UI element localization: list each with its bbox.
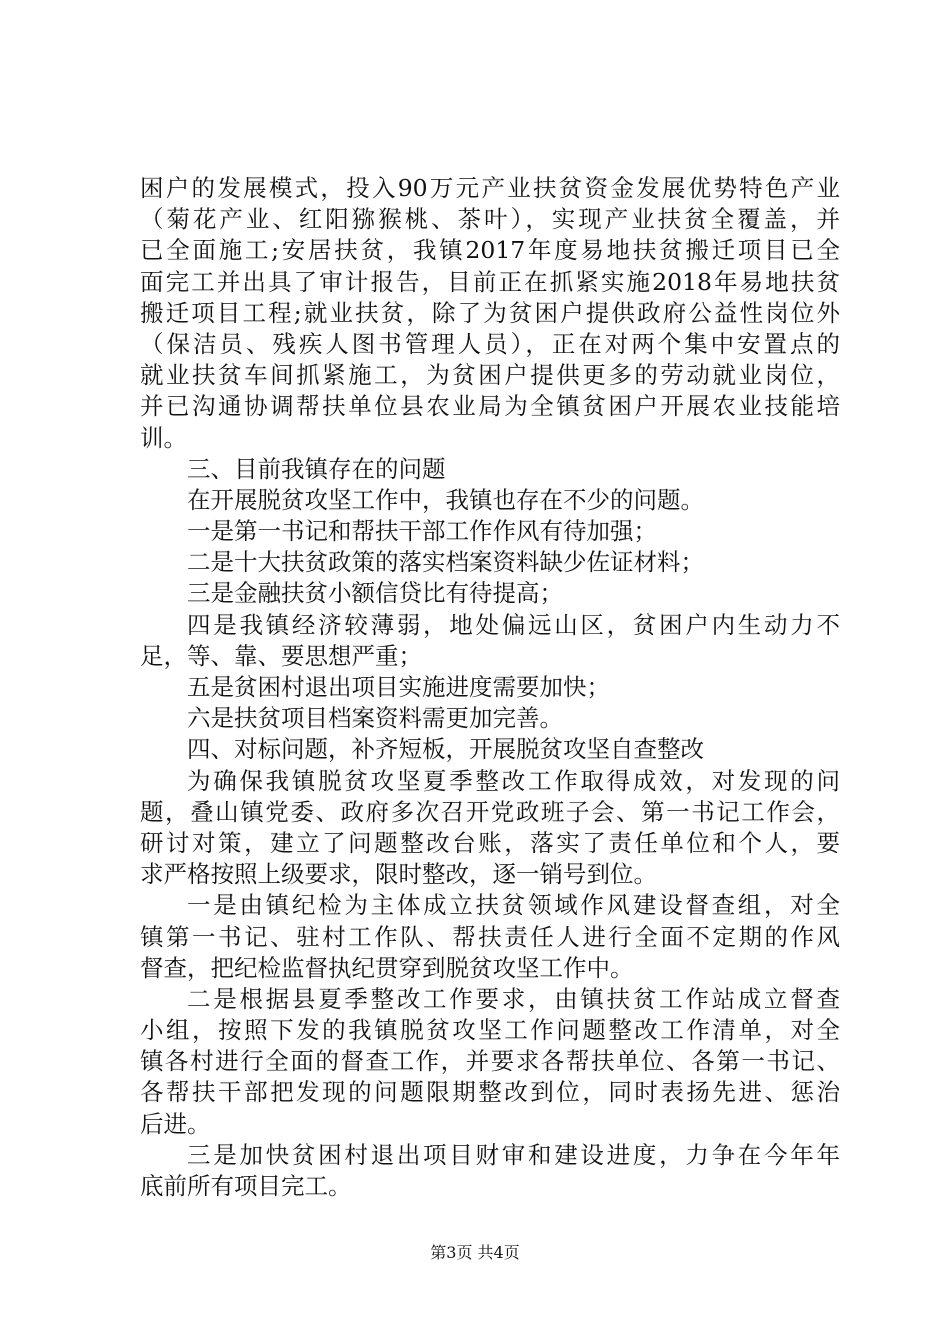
- text-line: 三是加快贫困村退出项目财审和建设进度，力争在今年年: [187, 1140, 840, 1169]
- text-line: 小组，按照下发的我镇脱贫攻坚工作问题整改工作清单，对全: [140, 1016, 840, 1045]
- text-line: 四是我镇经济较薄弱，地处偏远山区，贫困户内生动力不: [187, 610, 840, 639]
- text-line: （保洁员、残疾人图书管理人员），正在对两个集中安置点的: [140, 329, 840, 358]
- text-line: 求严格按照上级要求，限时整改，逐一销号到位。: [140, 860, 657, 889]
- text-line: 训。: [140, 423, 187, 452]
- text-line: 搬迁项目工程;就业扶贫，除了为贫困户提供政府公益性岗位外: [140, 298, 840, 327]
- text-line: 已全面施工;安居扶贫，我镇2017年度易地扶贫搬迁项目已全: [140, 236, 840, 265]
- text-line: 镇第一书记、驻村工作队、帮扶责任人进行全面不定期的作风: [140, 922, 840, 951]
- text-line: 面完工并出具了审计报告，目前正在抓紧实施2018年易地扶贫: [140, 267, 840, 296]
- document-body: [140, 173, 840, 1202]
- text-line: 各帮扶干部把发现的问题限期整改到位，同时表扬先进、惩治: [140, 1078, 840, 1107]
- text-line: 督查，把纪检监督执纪贯穿到脱贫攻坚工作中。: [140, 953, 634, 982]
- text-line: 五是贫困村退出项目实施进度需要加快；: [187, 673, 610, 701]
- text-line: 二是根据县夏季整改工作要求，由镇扶贫工作站成立督查: [187, 984, 840, 1013]
- text-line: 足，等、靠、要思想严重；: [140, 641, 422, 670]
- text-line: 困户的发展模式，投入90万元产业扶贫资金发展优势特色产业: [140, 174, 840, 202]
- text-line: 四、对标问题，补齐短板，开展脱贫攻坚自查整改: [187, 735, 704, 764]
- text-line: 后进。: [140, 1109, 211, 1138]
- text-line: 一是第一书记和帮扶干部工作作风有待加强；: [187, 517, 657, 546]
- text-line: （菊花产业、红阳猕猴桃、茶叶），实现产业扶贫全覆盖，并: [140, 205, 840, 234]
- text-line: 就业扶贫车间抓紧施工，为贫困户提供更多的劳动就业岗位，: [140, 361, 840, 390]
- text-line: 为确保我镇脱贫攻坚夏季整改工作取得成效，对发现的问: [187, 766, 840, 795]
- text-line: 底前所有项目完工。: [140, 1172, 352, 1200]
- text-line: 六是扶贫项目档案资料需更加完善。: [187, 704, 563, 733]
- text-line: 一是由镇纪检为主体成立扶贫领域作风建设督查组，对全: [187, 891, 840, 920]
- text-line: 二是十大扶贫政策的落实档案资料缺少佐证材料；: [187, 548, 704, 577]
- page-footer: 第3页 共4页: [430, 1243, 520, 1262]
- text-line: 在开展脱贫攻坚工作中，我镇也存在不少的问题。: [187, 485, 704, 514]
- text-line: 并已沟通协调帮扶单位县农业局为全镇贫困户开展农业技能培: [140, 392, 840, 421]
- text-line: 三、目前我镇存在的问题: [187, 454, 446, 483]
- text-line: 题，叠山镇党委、政府多次召开党政班子会、第一书记工作会，: [140, 797, 840, 826]
- text-line: 三是金融扶贫小额信贷比有待提高；: [187, 579, 563, 608]
- text-line: 镇各村进行全面的督查工作，并要求各帮扶单位、各第一书记、: [140, 1047, 840, 1076]
- text-line: 研讨对策，建立了问题整改台账，落实了责任单位和个人，要: [140, 828, 840, 857]
